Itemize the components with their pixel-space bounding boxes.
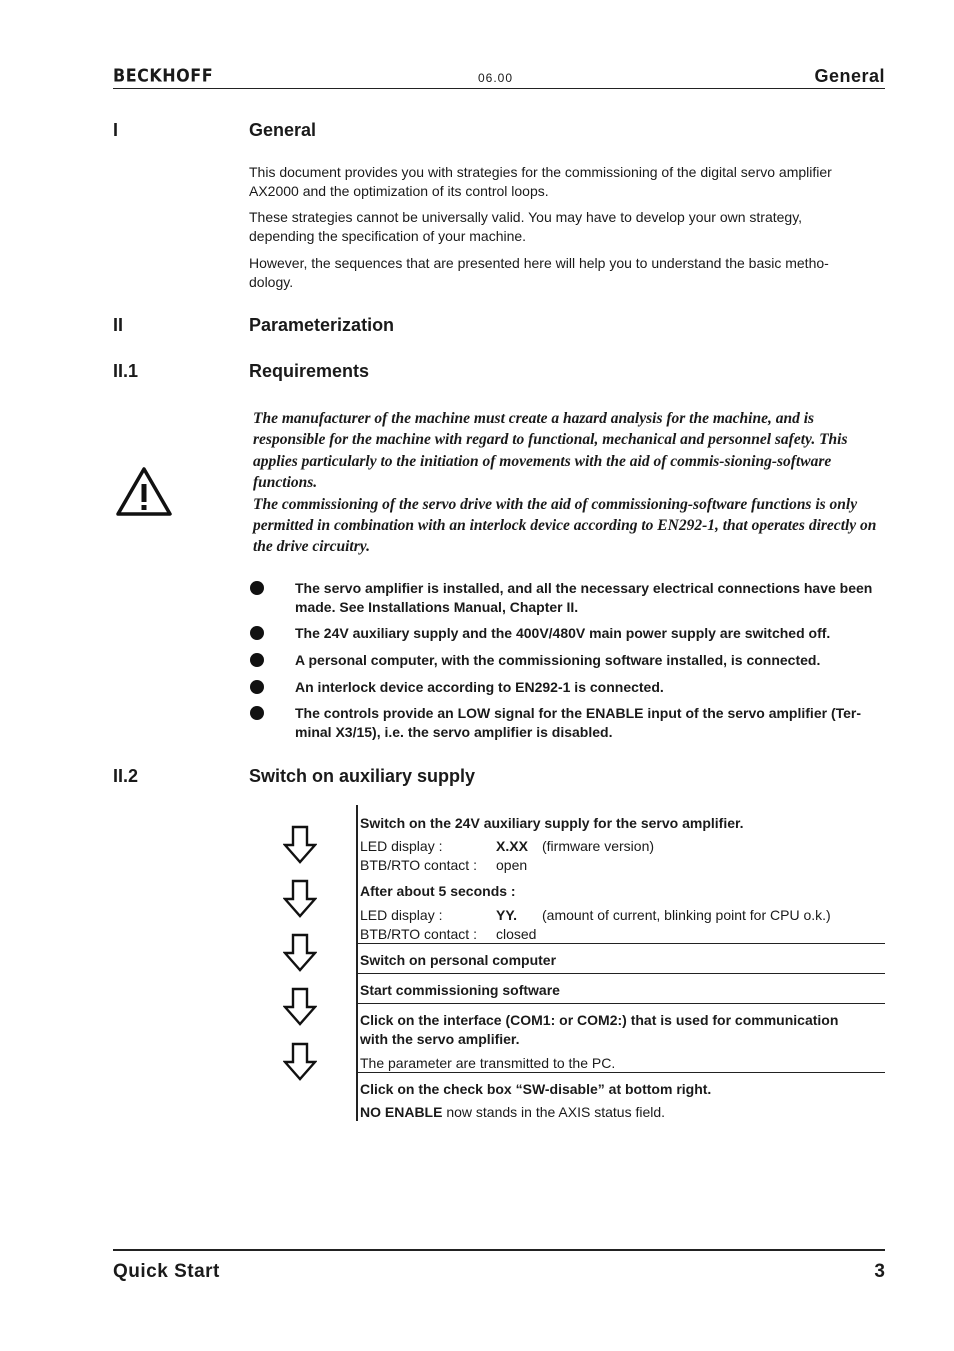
- footer-rule: [113, 1249, 885, 1251]
- bullet-icon: [250, 706, 264, 720]
- paragraph: These strategies cannot be universally valid. You may have to develop your own strategy, depending the specification of your machine.: [249, 209, 803, 244]
- step-title: Switch on personal computer: [360, 952, 557, 968]
- section-number: II.1: [113, 361, 139, 381]
- warning-paragraph: The manufacturer of the machine must create a hazard analysis for the machine, and is responsible for the machine with regard to functional, mechanical and personnel safety. This applies particularly to the initiation of movements with the aid of commis-sioning-software functions.: [253, 410, 848, 492]
- step-note: The parameter are transmitted to the PC.: [360, 1055, 616, 1071]
- list-item: An interlock device according to EN292-1 is connected.: [295, 679, 664, 695]
- section-title: Requirements: [249, 361, 370, 381]
- bullet-icon: [250, 680, 264, 694]
- btb-contact-value: closed: [496, 926, 537, 942]
- row-divider: [357, 973, 885, 974]
- section-number: II.2: [113, 766, 139, 786]
- list-item: The controls provide an LOW signal for the ENABLE input of the servo amplifier (Ter-minal X3/15), i.e. the servo amplifier is disabled.: [295, 705, 862, 740]
- paragraph: However, the sequences that are presented here will help you to understand the basic metho-dology.: [249, 255, 829, 290]
- btb-contact-label: BTB/RTO contact :: [360, 857, 477, 873]
- led-display-label: LED display :: [360, 907, 443, 923]
- led-display-note: (firmware version): [542, 838, 655, 854]
- page-number: 3: [874, 1261, 885, 1282]
- btb-contact-label: BTB/RTO contact :: [360, 926, 477, 942]
- warning-triangle-icon: [115, 466, 173, 518]
- row-divider: [357, 1003, 885, 1004]
- step-title: After about 5 seconds :: [360, 883, 516, 899]
- section-number: I: [113, 120, 119, 140]
- arrow-down-icon: [283, 879, 317, 919]
- arrow-down-icon: [283, 825, 317, 865]
- warning-paragraph: The commissioning of the servo drive with the aid of commissioning-software functions is only permitted in combination with an interlock device according to EN292-1, that operates directly on the drive circuitry.: [253, 495, 877, 556]
- led-display-value: YY.: [496, 907, 518, 923]
- step-title: Start commissioning software: [360, 982, 560, 998]
- arrow-down-icon: [283, 1042, 317, 1082]
- bullet-icon: [250, 626, 264, 640]
- section-title: Switch on auxiliary supply: [249, 766, 476, 786]
- step-title: Click on the check box “SW-disable” at bottom right.: [360, 1081, 712, 1097]
- section-number: II: [113, 315, 124, 335]
- footer-title: Quick Start: [113, 1261, 220, 1282]
- row-divider: [357, 1072, 885, 1073]
- row-divider: [357, 943, 885, 944]
- led-display-note: (amount of current, blinking point for CPU o.k.): [542, 907, 831, 923]
- step-note-text: now stands in the AXIS status field.: [442, 1104, 666, 1120]
- step-title: Click on the interface (COM1: or COM2:) that is used for communication with the servo amplifier.: [360, 1012, 839, 1047]
- list-item: A personal computer, with the commissioning software installed, is connected.: [295, 652, 821, 668]
- section-title: Parameterization: [249, 315, 395, 335]
- arrow-down-icon: [283, 987, 317, 1027]
- bullet-icon: [250, 581, 264, 595]
- steps-vertical-rule: [356, 805, 358, 1121]
- led-display-value: X.XX: [496, 838, 528, 854]
- document-date: 06.00: [478, 71, 514, 85]
- list-item: The servo amplifier is installed, and all the necessary electrical connections have been made. See Installations Manual, Chapter II.: [295, 580, 873, 615]
- header-rule: [113, 88, 885, 89]
- section-title: General: [249, 120, 317, 140]
- bullet-icon: [250, 653, 264, 667]
- paragraph: This document provides you with strategies for the commissioning of the digital servo amplifier AX2000 and the optimization of its control loops.: [249, 164, 832, 199]
- step-note: [360, 1103, 665, 1122]
- header-section-title: General: [814, 66, 885, 86]
- status-keyword: NO ENABLE: [360, 1104, 443, 1120]
- brand-logo: BECKHOFF: [113, 65, 214, 86]
- list-item: The 24V auxiliary supply and the 400V/480V main power supply are switched off.: [295, 625, 831, 641]
- step-title: Switch on the 24V auxiliary supply for the servo amplifier.: [360, 815, 744, 831]
- led-display-label: LED display :: [360, 838, 443, 854]
- btb-contact-value: open: [496, 857, 528, 873]
- warning-text: [253, 408, 883, 558]
- arrow-down-icon: [283, 933, 317, 973]
